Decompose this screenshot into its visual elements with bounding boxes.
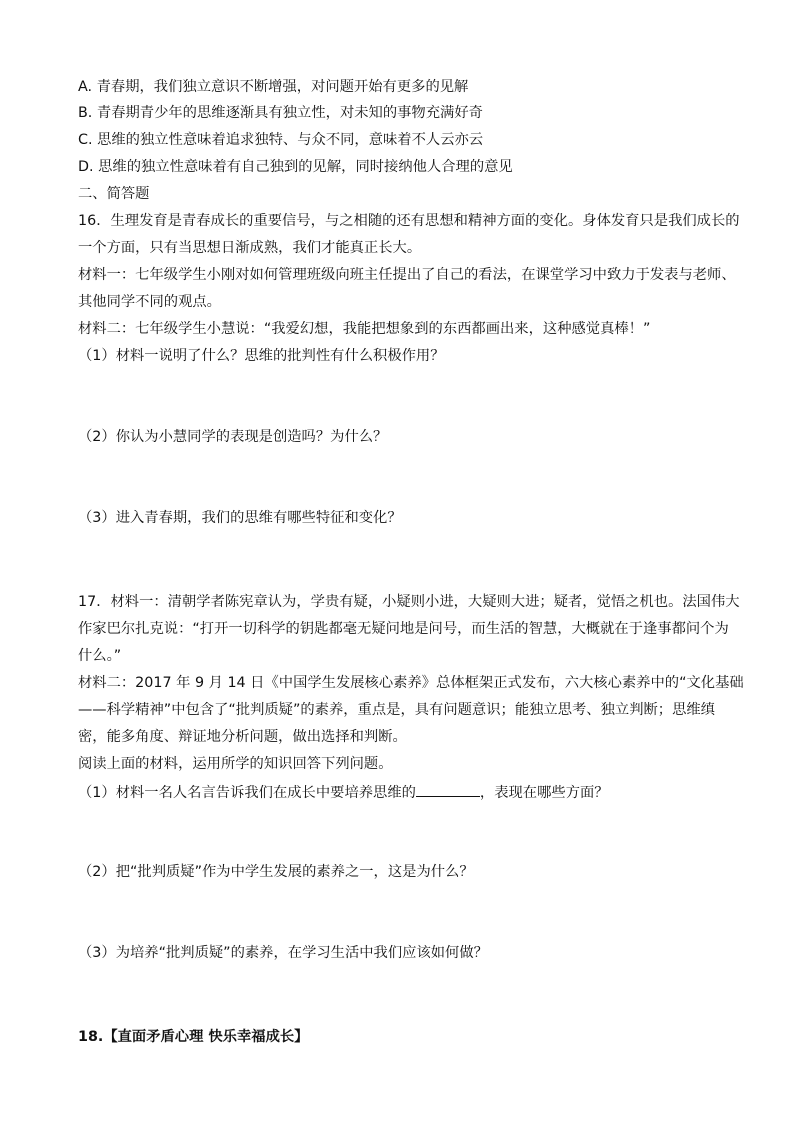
q17-material2-line1: 材料二：2017 年 9 月 14 日《中国学生发展核心素养》总体框架正式发布，六大核心素养中的“文化基础 [78,675,744,691]
q16-intro-line2: 一个方面，只有当思想日渐成熟，我们才能真正长大。 [78,240,422,256]
answer-blank[interactable] [416,782,480,797]
q17-sub2: （2）把“批判质疑”作为中学生发展的素养之一，这是为什么？ [78,864,474,880]
q17-material2-line3: 密，能多角度、辩证地分析问题，做出选择和判断。 [78,729,407,745]
q17-sub3: （3）为培养“批判质疑”的素养，在学习生活中我们应该如何做？ [78,945,488,961]
q16-sub2: （2）你认为小慧同学的表现是创造吗？为什么？ [78,429,388,445]
q16-sub3: （3）进入青春期，我们的思维有哪些特征和变化？ [78,510,402,526]
q18-title: 18.【直面矛盾心理 快乐幸福成长】 [78,1029,309,1045]
q16-material1-line2: 其他同学不同的观点。 [78,294,221,310]
q17-sub1 [78,782,738,802]
q17-material1-line2: 作家巴尔扎克说：“打开一切科学的钥匙都毫无疑问地是问号，而生活的智慧，大概就在于逢事都问个为 [78,621,729,637]
q17-sub1-text-a: （1）材料一名人名言告诉我们在成长中要培养思维的 [78,785,416,801]
q17-material2-line2: ——科学精神”中包含了“批判质疑”的素养，重点是，具有问题意识；能独立思考、独立判断；思维缜 [78,702,715,718]
q17-sub1-text-b: ，表现在哪些方面？ [479,785,609,801]
section-title: 二、简答题 [78,186,150,202]
option-b: B. 青春期青少年的思维逐渐具有独立性，对未知的事物充满好奇 [78,105,483,121]
option-d: D. 思维的独立性意味着有自己独到的见解，同时接纳他人合理的意见 [78,159,513,175]
q17-instruction: 阅读上面的材料，运用所学的知识回答下列问题。 [78,756,393,772]
q16-sub1: （1）材料一说明了什么？思维的批判性有什么积极作用？ [78,348,445,364]
option-c: C. 思维的独立性意味着追求独特、与众不同，意味着不人云亦云 [78,132,484,148]
q17-material1-line3: 什么。” [78,648,122,664]
option-a: A. 青春期，我们独立意识不断增强，对问题开始有更多的见解 [78,79,469,95]
q16-intro-line1: 16．生理发育是青春成长的重要信号，与之相随的还有思想和精神方面的变化。身体发育只是我们成长的 [78,213,740,229]
q17-material1-line1: 17．材料一：清朝学者陈宪章认为，学贵有疑，小疑则小进，大疑则大进；疑者，觉悟之机也。法国伟大 [78,594,740,610]
q16-material1-line1: 材料一：七年级学生小刚对如何管理班级向班主任提出了自己的看法，在课堂学习中致力于发表与老师、 [78,267,736,283]
q16-material2: 材料二：七年级学生小慧说：“我爱幻想，我能把想象到的东西都画出来，这种感觉真棒！” [78,321,651,337]
